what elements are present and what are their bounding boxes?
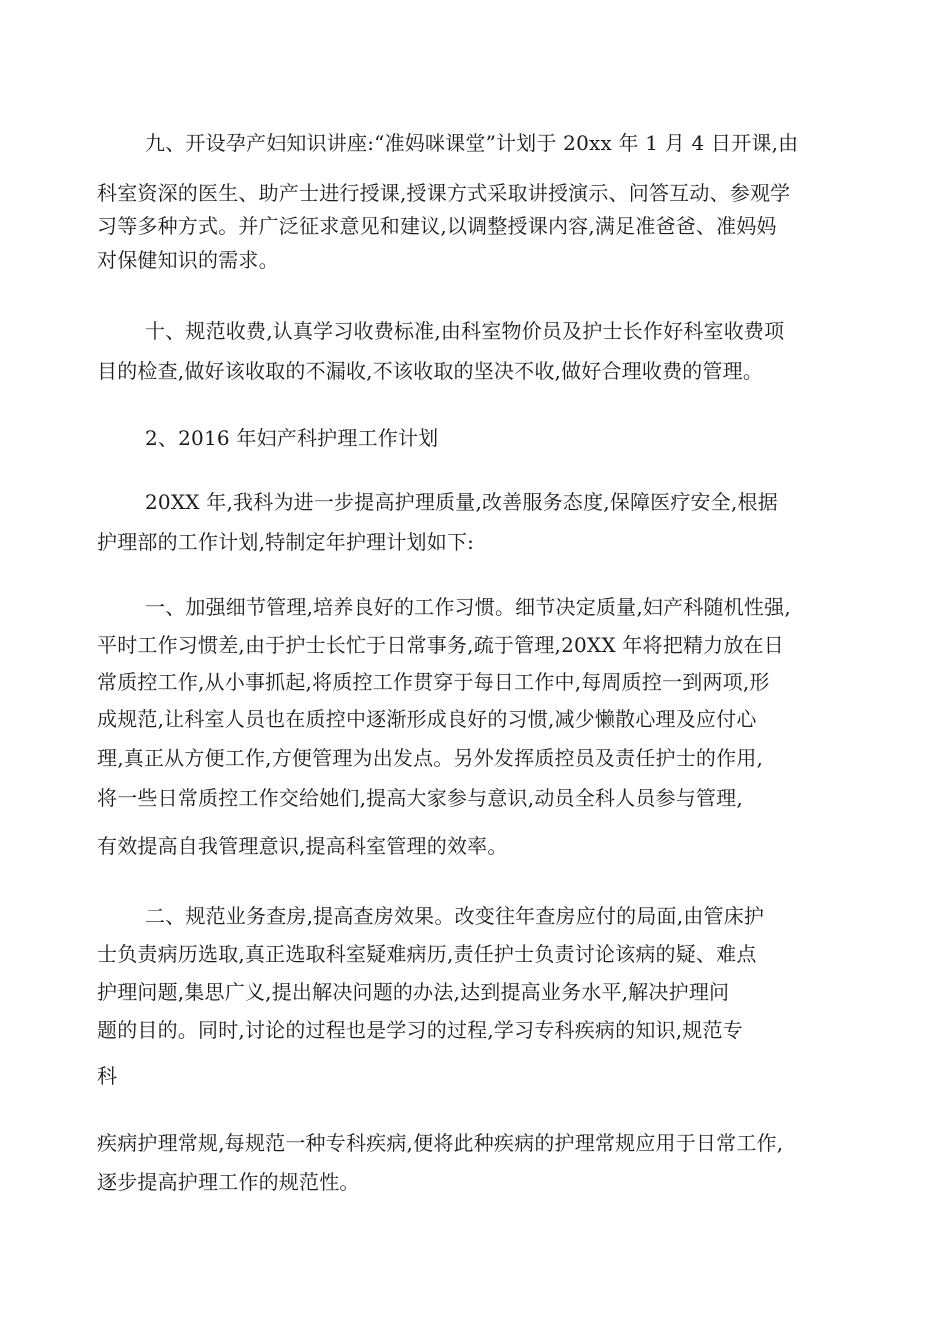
paragraph-line: 20XX 年,我科为进一步提高护理质量,改善服务态度,保障医疗安全,根据 [145, 490, 778, 514]
paragraph-line: 理,真正从方便工作,方便管理为出发点。另外发挥质控员及责任护士的作用, [97, 746, 764, 770]
paragraph-line: 平时工作习惯差,由于护士长忙于日常事务,疏于管理,20XX 年将把精力放在日 [97, 633, 784, 657]
paragraph-line: 疾病护理常规,每规范一种专科疾病,便将此种疾病的护理常规应用于日常工作, [97, 1131, 784, 1155]
paragraph-line: 逐步提高护理工作的规范性。 [97, 1170, 360, 1194]
paragraph-line: 士负责病历选取,真正选取科室疑难病历,责任护士负责讨论该病的疑、难点 [97, 942, 757, 966]
paragraph-line: 二、规范业务查房,提高查房效果。改变往年查房应付的局面,由管床护 [145, 904, 765, 928]
paragraph-line: 目的检查,做好该收取的不漏收,不该收取的坚决不收,做好合理收费的管理。 [97, 359, 764, 383]
paragraph-line: 科室资深的医生、助产士进行授课,授课方式采取讲授演示、问答互动、参观学 [97, 181, 791, 205]
paragraph-line: 将一些日常质控工作交给她们,提高大家参与意识,动员全科人员参与管理, [97, 786, 743, 810]
paragraph-line: 习等多种方式。并广泛征求意见和建议,以调整授课内容,满足准爸爸、准妈妈 [97, 214, 777, 238]
paragraph-line: 护理部的工作计划,特制定年护理计划如下: [97, 530, 475, 554]
paragraph-line: 题的目的。同时,讨论的过程也是学习的过程,学习专科疾病的知识,规范专 [97, 1018, 743, 1042]
paragraph-line: 护理问题,集思广义,提出解决问题的办法,达到提高业务水平,解决护理问 [97, 980, 730, 1004]
paragraph-line: 九、开设孕产妇知识讲座:“准妈咪课堂”计划于 20xx 年 1 月 4 日开课,由 [145, 131, 799, 155]
paragraph-line: 十、规范收费,认真学习收费标准,由科室物价员及护士长作好科室收费项 [145, 319, 785, 343]
paragraph-line: 科 [97, 1064, 118, 1088]
paragraph-line: 有效提高自我管理意识,提高科室管理的效率。 [97, 834, 508, 858]
section-heading: 2、2016 年妇产科护理工作计划 [145, 426, 439, 450]
paragraph-line: 常质控工作,从小事抓起,将质控工作贯穿于每日工作中,每周质控一到两项,形 [97, 670, 770, 694]
paragraph-line: 对保健知识的需求。 [97, 248, 279, 272]
paragraph-line: 一、加强细节管理,培养良好的工作习惯。细节决定质量,妇产科随机性强, [145, 595, 791, 619]
paragraph-line: 成规范,让科室人员也在质控中逐渐形成良好的习惯,减少懒散心理及应付心 [97, 707, 757, 731]
